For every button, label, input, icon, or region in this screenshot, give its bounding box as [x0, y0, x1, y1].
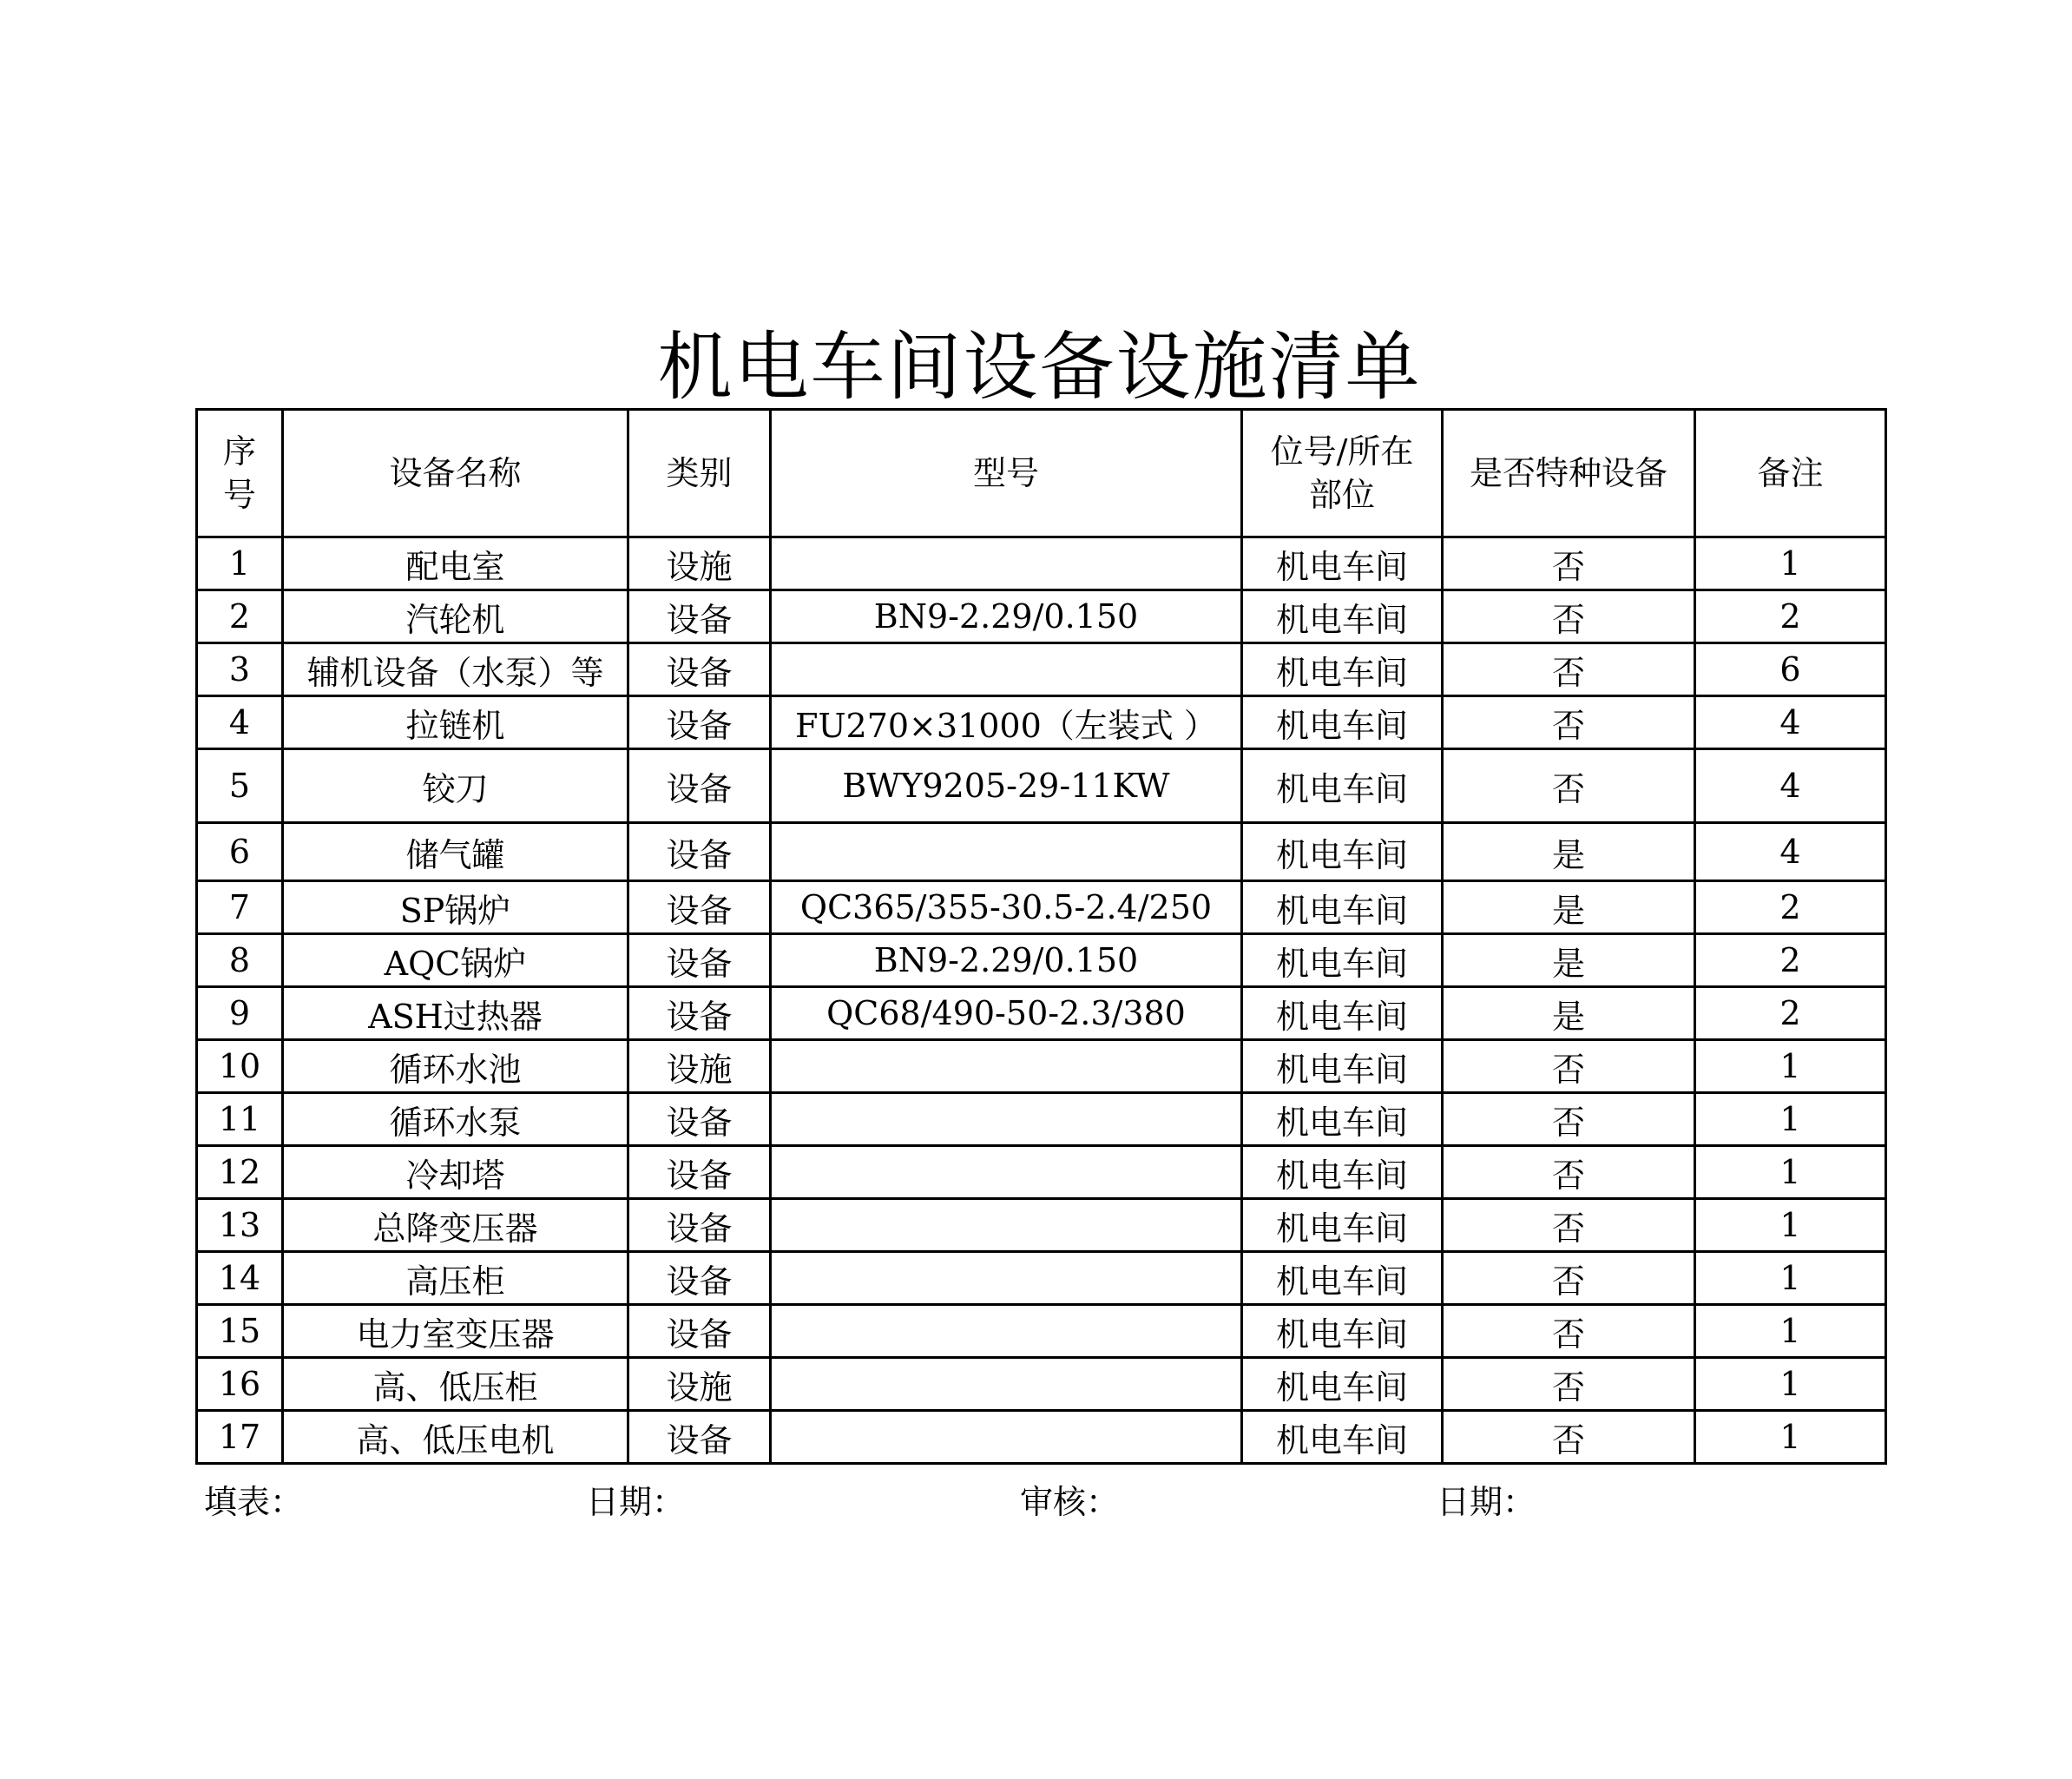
table-row — [197, 643, 1886, 696]
cell-category: 设施 — [628, 1040, 771, 1093]
cell-special: 是 — [1443, 823, 1695, 881]
cell-name: 总降变压器 — [283, 1199, 628, 1252]
cell-location: 机电车间 — [1242, 1146, 1443, 1199]
cell-seq: 17 — [197, 1411, 283, 1464]
cell-location: 机电车间 — [1242, 1199, 1443, 1252]
cell-special: 否 — [1443, 1040, 1695, 1093]
cell-seq: 8 — [197, 934, 283, 987]
cell-special: 否 — [1443, 1146, 1695, 1199]
cell-name: 循环水泵 — [283, 1093, 628, 1146]
cell-remark: 4 — [1695, 696, 1886, 749]
cell-location: 机电车间 — [1242, 1305, 1443, 1358]
cell-model: QC365/355-30.5-2.4/250 — [771, 881, 1242, 934]
cell-category: 设备 — [628, 987, 771, 1040]
cell-seq: 16 — [197, 1358, 283, 1411]
cell-location: 机电车间 — [1242, 643, 1443, 696]
cell-special: 否 — [1443, 643, 1695, 696]
footer-reviewed-by: 审核： — [1020, 1483, 1120, 1521]
cell-location: 机电车间 — [1242, 1040, 1443, 1093]
cell-remark: 2 — [1695, 590, 1886, 643]
cell-model: BWY9205-29-11KW — [771, 749, 1242, 823]
cell-location: 机电车间 — [1242, 696, 1443, 749]
cell-name: 高、低压电机 — [283, 1411, 628, 1464]
header-remark: 备注 — [1695, 410, 1886, 537]
table-row — [197, 590, 1886, 643]
cell-model — [771, 1358, 1242, 1411]
cell-seq: 5 — [197, 749, 283, 823]
cell-location: 机电车间 — [1242, 881, 1443, 934]
footer-date-1: 日期： — [586, 1483, 686, 1521]
equipment-table — [195, 408, 1887, 1465]
cell-seq: 6 — [197, 823, 283, 881]
cell-special: 否 — [1443, 537, 1695, 590]
cell-remark: 2 — [1695, 881, 1886, 934]
cell-location: 机电车间 — [1242, 934, 1443, 987]
cell-special: 否 — [1443, 1093, 1695, 1146]
cell-seq: 13 — [197, 1199, 283, 1252]
table-row — [197, 823, 1886, 881]
cell-category: 设备 — [628, 823, 771, 881]
cell-category: 设施 — [628, 537, 771, 590]
cell-special: 否 — [1443, 1305, 1695, 1358]
table-row — [197, 749, 1886, 823]
table-row — [197, 1252, 1886, 1305]
cell-category: 设备 — [628, 881, 771, 934]
cell-special: 是 — [1443, 881, 1695, 934]
cell-model — [771, 537, 1242, 590]
cell-remark: 1 — [1695, 1040, 1886, 1093]
header-special: 是否特种设备 — [1443, 410, 1695, 537]
cell-special: 否 — [1443, 749, 1695, 823]
cell-model — [771, 1093, 1242, 1146]
cell-seq: 10 — [197, 1040, 283, 1093]
cell-name: 辅机设备（水泵）等 — [283, 643, 628, 696]
cell-location: 机电车间 — [1242, 749, 1443, 823]
cell-model: BN9-2.29/0.150 — [771, 590, 1242, 643]
cell-remark: 1 — [1695, 1252, 1886, 1305]
cell-remark: 4 — [1695, 749, 1886, 823]
cell-seq: 4 — [197, 696, 283, 749]
cell-model — [771, 823, 1242, 881]
table-row — [197, 1411, 1886, 1464]
cell-location: 机电车间 — [1242, 987, 1443, 1040]
cell-category: 设备 — [628, 1411, 771, 1464]
cell-remark: 1 — [1695, 1199, 1886, 1252]
cell-remark: 1 — [1695, 537, 1886, 590]
cell-special: 否 — [1443, 696, 1695, 749]
cell-category: 设施 — [628, 1358, 771, 1411]
cell-remark: 6 — [1695, 643, 1886, 696]
cell-category: 设备 — [628, 590, 771, 643]
header-category: 类别 — [628, 410, 771, 537]
footer-filled-by: 填表： — [204, 1483, 304, 1521]
document-title: 机电车间设备设施清单 — [657, 324, 1422, 411]
cell-special: 否 — [1443, 590, 1695, 643]
table-header-row — [197, 410, 1886, 537]
header-location: 位号/所在部位 — [1242, 410, 1443, 537]
table-row — [197, 1199, 1886, 1252]
cell-remark: 1 — [1695, 1358, 1886, 1411]
cell-name: SP锅炉 — [283, 881, 628, 934]
table-row — [197, 1040, 1886, 1093]
cell-name: 拉链机 — [283, 696, 628, 749]
cell-location: 机电车间 — [1242, 1252, 1443, 1305]
cell-category: 设备 — [628, 1199, 771, 1252]
cell-category: 设备 — [628, 643, 771, 696]
cell-seq: 15 — [197, 1305, 283, 1358]
cell-name: 高压柜 — [283, 1252, 628, 1305]
cell-name: ASH过热器 — [283, 987, 628, 1040]
cell-category: 设备 — [628, 696, 771, 749]
cell-seq: 7 — [197, 881, 283, 934]
cell-special: 否 — [1443, 1199, 1695, 1252]
cell-location: 机电车间 — [1242, 537, 1443, 590]
table-body — [197, 537, 1886, 1464]
cell-category: 设备 — [628, 934, 771, 987]
header-name: 设备名称 — [283, 410, 628, 537]
cell-model — [771, 1252, 1242, 1305]
cell-name: 配电室 — [283, 537, 628, 590]
cell-seq: 9 — [197, 987, 283, 1040]
cell-location: 机电车间 — [1242, 590, 1443, 643]
cell-seq: 1 — [197, 537, 283, 590]
cell-location: 机电车间 — [1242, 1358, 1443, 1411]
table-row — [197, 934, 1886, 987]
cell-category: 设备 — [628, 749, 771, 823]
table-row — [197, 1093, 1886, 1146]
cell-remark: 1 — [1695, 1146, 1886, 1199]
cell-location: 机电车间 — [1242, 1411, 1443, 1464]
cell-seq: 3 — [197, 643, 283, 696]
cell-name: AQC锅炉 — [283, 934, 628, 987]
cell-model — [771, 1199, 1242, 1252]
cell-remark: 1 — [1695, 1305, 1886, 1358]
cell-model: BN9-2.29/0.150 — [771, 934, 1242, 987]
cell-model: FU270×31000（左装式 ） — [771, 696, 1242, 749]
cell-category: 设备 — [628, 1305, 771, 1358]
cell-special: 否 — [1443, 1411, 1695, 1464]
cell-special: 否 — [1443, 1252, 1695, 1305]
cell-name: 高、低压柜 — [283, 1358, 628, 1411]
table-row — [197, 696, 1886, 749]
cell-category: 设备 — [628, 1252, 771, 1305]
cell-seq: 2 — [197, 590, 283, 643]
cell-remark: 2 — [1695, 934, 1886, 987]
cell-model — [771, 1146, 1242, 1199]
header-seq: 序号 — [197, 410, 283, 537]
table-row — [197, 1358, 1886, 1411]
cell-name: 电力室变压器 — [283, 1305, 628, 1358]
cell-name: 储气罐 — [283, 823, 628, 881]
table-row — [197, 537, 1886, 590]
cell-model — [771, 1411, 1242, 1464]
cell-seq: 14 — [197, 1252, 283, 1305]
cell-seq: 12 — [197, 1146, 283, 1199]
cell-name: 铰刀 — [283, 749, 628, 823]
table-row — [197, 1146, 1886, 1199]
cell-model — [771, 1040, 1242, 1093]
cell-special: 否 — [1443, 1358, 1695, 1411]
cell-special: 是 — [1443, 987, 1695, 1040]
cell-remark: 1 — [1695, 1411, 1886, 1464]
cell-location: 机电车间 — [1242, 1093, 1443, 1146]
cell-model: QC68/490-50-2.3/380 — [771, 987, 1242, 1040]
cell-location: 机电车间 — [1242, 823, 1443, 881]
table-row — [197, 881, 1886, 934]
table-row — [197, 1305, 1886, 1358]
cell-seq: 11 — [197, 1093, 283, 1146]
cell-name: 循环水池 — [283, 1040, 628, 1093]
footer-date-2: 日期： — [1437, 1483, 1536, 1521]
cell-special: 是 — [1443, 934, 1695, 987]
cell-remark: 2 — [1695, 987, 1886, 1040]
header-model: 型号 — [771, 410, 1242, 537]
table-row — [197, 987, 1886, 1040]
cell-name: 汽轮机 — [283, 590, 628, 643]
cell-model — [771, 1305, 1242, 1358]
cell-remark: 1 — [1695, 1093, 1886, 1146]
cell-name: 冷却塔 — [283, 1146, 628, 1199]
cell-category: 设备 — [628, 1093, 771, 1146]
cell-category: 设备 — [628, 1146, 771, 1199]
cell-model — [771, 643, 1242, 696]
cell-remark: 4 — [1695, 823, 1886, 881]
